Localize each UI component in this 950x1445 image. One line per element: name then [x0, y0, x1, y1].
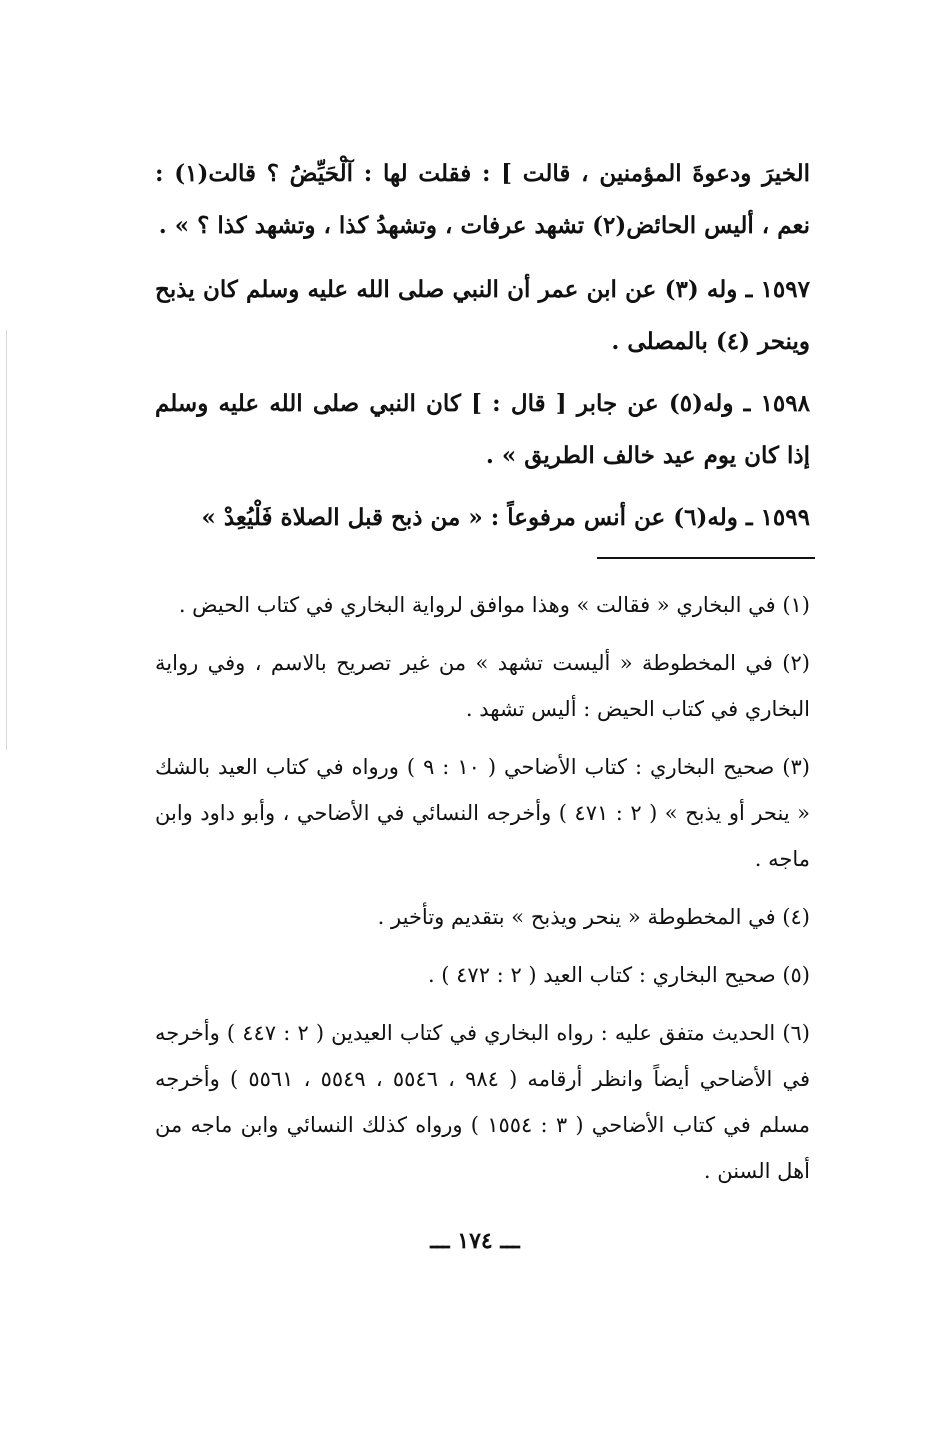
footnote-2: (٢) في المخطوطة « أليست تشهد » من غير تصريح بالاسم ، وفي رواية البخاري في كتاب الحيض : أليس تشهد . [155, 651, 810, 721]
hadith-1597: ١٥٩٧ ـ وله (٣) عن ابن عمر أن النبي صلى الله عليه وسلم كان يذبح وينحر (٤) بالمصلى . [155, 276, 810, 355]
footnotes [155, 582, 810, 1206]
scan-edge-line [6, 330, 7, 750]
footnote-3: (٣) صحيح البخاري : كتاب الأضاحي ( ١٠ : ٩ ) ورواه في كتاب العيد بالشك « ينحر أو يذبح » ( ٢ : ٤٧١ ) وأخرجه النسائي في الأضاحي ، وأبو داود وابن ماجه . [155, 755, 810, 871]
hadith-1598: ١٥٩٨ ـ وله(٥) عن جابر [ قال : ] كان النبي صلى الله عليه وسلم إذا كان يوم عيد خالف الطريق » . [155, 390, 810, 469]
main-text [155, 148, 810, 554]
footnote-divider [597, 557, 815, 559]
footnote-5: (٥) صحيح البخاري : كتاب العيد ( ٢ : ٤٧٢ ) . [427, 963, 810, 987]
footnote-4: (٤) في المخطوطة « ينحر ويذبح » بتقديم وتأخير . [377, 905, 810, 929]
footnote-6: (٦) الحديث متفق عليه : رواه البخاري في كتاب العيدين ( ٢ : ٤٤٧ ) وأخرجه في الأضاحي أيضاً وانظر أرقامه ( ٩٨٤ ، ٥٥٤٦ ، ٥٥٤٩ ، ٥٥٦١ ) وأخرجه مسلم في كتاب الأضاحي ( ٣ : ١٥٥٤ ) ورواه كذلك النسائي وابن ماجه من أهل السنن . [155, 1021, 811, 1183]
footnote-1: (١) في البخاري « فقالت » وهذا موافق لرواية البخاري في كتاب الحيض . [178, 593, 810, 617]
page-number: ـــ ١٧٤ ـــ [430, 1228, 520, 1254]
hadith-1599: ١٥٩٩ ـ وله(٦) عن أنس مرفوعاً : « من ذبح قبل الصلاة فَلْيُعِدْ » [201, 504, 810, 531]
main-paragraph-continuation: الخيرَ ودعوةَ المؤمنين ، قالت ] : فقلت لها : آلْحَيِّضُ ؟ قالت(١) : نعم ، أليس الحائض(٢) تشهد عرفات ، وتشهدُ كذا ، وتشهد كذا ؟ » . [155, 160, 810, 239]
